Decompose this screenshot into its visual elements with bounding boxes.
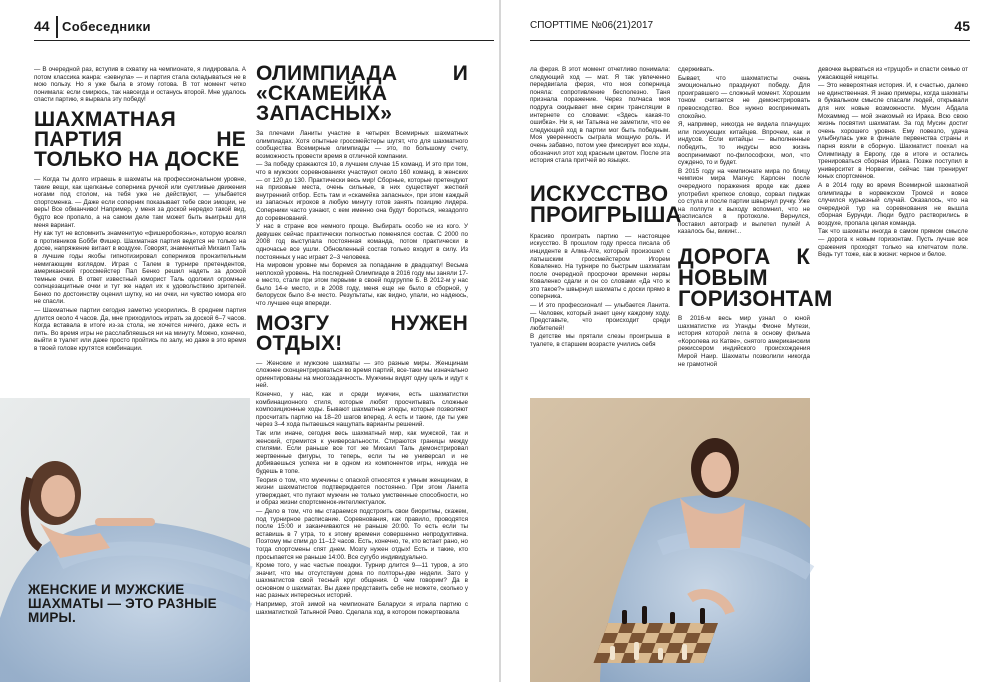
paragraph: — И это профессионал! — улыбается Ланита. — Человек, который знает цену каждому ходу. Представьте, что происходит среди любителей!	[530, 302, 670, 332]
paragraph: Конечно, у нас, как и среди мужчин, есть шахматистки комбинационного стиля, которые любят просчитывать сложные композиционные ходы. Бывают шахматные этюды, которые позволяют просчитать партию на 18–20 шагов вперед. А есть и такие, где ты уже через 3–4 хода пытаешься нащупать варианты решений.	[256, 391, 468, 429]
paragraph: — Когда ты долго играешь в шахматы на профессиональном уровне, такие вещи, как щелканье соперника ручкой или суетливые движения ногами под столом, на тебя уже не действуют, — улыбается спортсменка. — Даже если соперник показывает тебе свои эмоции, не верь! Все обманчиво! Например, у меня за доской нередко такой вид, будто все пропало, а на самом деле там может быть выигрыш для меня вариант.	[34, 175, 246, 229]
paragraph: Кроме того, у нас частые поездки. Турнир длится 9—11 туров, а это значит, что мы отсутствуем дома по полторы-две недели. Зато у шахматистов свой тесный круг общения. О чем говорим? Да в основном о шахматах. Вы даже представить себе не можете, сколько у нас разных интересных историй.	[256, 562, 468, 600]
article-heading: ИСКУССТВО ПРОИГРЫША	[530, 180, 682, 227]
paragraph: На мировом уровне мы боремся за попадание в двадцатку! Весьма неплохой уровень. На последней Олимпиаде в 2016 году мы заняли 17-е место, стали при этом первыми в своей подгруппе Б. В 2012-м у нас было 14-е место, и в 2008 году, меня еще не было в сборной, у белорусок было 8-е место. Результаты, как видно, упали, но надеюсь, что лучшее еще впереди.	[256, 262, 468, 308]
paragraph: Так или иначе, сегодня весь шахматный мир, как мужской, так и женский, стремится к универсальности. Стираются границы между стилями. Если раньше все тот же Михаил Таль демонстрировал жертвенные фигуры, то теперь, если ты не универсал и не добиваешься успеха ни в одном из компонентов игры, никуда не будешь в топе.	[256, 430, 468, 475]
right-column-3	[818, 66, 968, 672]
paragraph: — Это невероятная история. И, к счастью, далеко не единственная. Я знаю примеры, когда шахматы в буквальном смысле спасали людей, открывали для них новые возможности. Мусин Абдала Мохаммед — мой знакомый из Ирака. Всю свою жизнь посвятил шахматам. За год Мусин достиг очень хорошего уровня. Ему повезло, удача улыбнулась уже в финале первенства страны и парня взяли в сборную. Шахматист поехал на Олимпиаду в Европу, где в итоге и остались тренироваться сборная Ирака. Позже поступил в университет в Норвегии, сейчас там тренирует юных спортсменов.	[818, 82, 968, 181]
article-heading: МОЗГУ НУЖЕН ОТДЫХ!	[256, 311, 468, 355]
header-divider	[56, 16, 58, 38]
woman-portrait-photo	[0, 398, 250, 682]
left-page-header	[34, 16, 494, 41]
paragraph: — За победу сражаются 10, в лучшем случае 15 команд. И это при том, что в мужских соревнованиях участвуют около 160 команд, в женских — от 120 до 130. Практически весь мир! Сборные, которые претендуют на призовые места, очень сильные, в них существует жесткий внутренний отбор. Есть там и «скамейка запасных», при этом каждый из запасных игроков в любую минуту готов занять позицию лидера. Соперники часто узнают, с кем именно она будут бороться, незадолго до соревнований.	[256, 161, 468, 222]
paragraph: — Шахматные партии сегодня заметно ускорились. В среднем партия длится около 4 часов. Да, мне приходилось играть за доской 6–7 часов. Когда вставала в итоге из-за стола, не хочется ничего, даже есть и пить. Во время игры не расслабляешься ни на минуту. Можно, конечно, выйти в туалет или даже просто пройтись по залу, но даже в это время в твоей голове крутятся комбинации.	[34, 307, 246, 353]
left-page	[0, 0, 500, 682]
paragraph: девочке вырваться из «трущоб» и спасти семью от ужасающей нищеты.	[818, 66, 968, 81]
paragraph: Теория о том, что мужчины с опаской относятся к умным женщинам, в жизни шахматистов подтверждается постоянно. При этом Ланита утверждает, что пугают мужчин не только умственные способности, но и образ жизни спортсменок-интеллектуалок.	[256, 476, 468, 507]
article-heading: ОЛИМПИАДА И «СКАМЕЙКА ЗАПАСНЫХ»	[256, 62, 468, 125]
article-heading: ДОРОГА К НОВЫМ ГОРИЗОНТАМ	[678, 244, 833, 312]
paragraph: Я, например, никогда не видела плачущих или психующих китайцев. Впрочем, как и индусов. Если китайцы — выполненные победить, то индусы всю жизнь воспринимают по-философски, мол, что суждено, то и будет.	[678, 121, 810, 167]
paragraph: В 2015 году на чемпионате мира по блицу чемпион мира Магнус Карлсен после очередного поражения вроде как даже употребил крепкое словцо, сорвал пиджак со стула и после партии швырнул ручку. Уже на полпути к выходу вспомнил, что не расписался в протоколе. Вернулся, поставил автограф и вылетел пулей! А казалось бы, викинг...	[678, 167, 810, 236]
left-column-2	[256, 62, 468, 682]
paragraph: — Женские и мужские шахматы — это разные миры. Женщинам сложнее сконцентрироваться во время партий, все-таки мы изначально ориентированы на многозадачность. Мужчины видят одну цель и идут к ней.	[256, 359, 468, 390]
paragraph: — Дело в том, что мы стараемся подстроить свои биоритмы, скажем, под турнирное расписание. Соревнования, как правило, проводятся после 15:00 и заканчиваются не раньше 20:00. То есть если ты вставишь в 7 утра, то к этому времени совершенно непродуктивна. Поэтому мы спим до 11–12 часов. Есть, конечно, те, кто встает рано, но тогда спортсмены спят днем. Мозгу нужен отдых! Есть и такие, кто просыпается не раньше 14:00. Все сугубо индивидуально.	[256, 507, 468, 561]
page-number: 45	[954, 18, 970, 34]
paragraph: За плечами Ланиты участие в четырех Всемирных шахматных олимпиадах. Хотя опытные гроссмейстеры шутят, что для шахматного сообщества Всемирные олимпиады — это, по большому счету, возможность провести время в отличной компании.	[256, 130, 468, 160]
right-page	[500, 0, 1000, 682]
right-column-2	[678, 66, 833, 396]
paragraph: А в 2014 году во время Всемирной шахматной олимпиады в норвежском Тромсё и вовсе случился курьезный случай. Оказалось, что на очередной тур на соревнования не вышла сборная Бурунди. Люди будто растворились в воздухе, пропала целая команда.	[818, 181, 968, 227]
magazine-issue: СПОРТТІМЕ №06(21)2017	[530, 20, 654, 31]
article-heading: ШАХМАТНАЯ ПАРТИЯ НЕ ТОЛЬКО НА ДОСКЕ	[34, 107, 246, 171]
pull-quote: ЖЕНСКИЕ И МУЖСКИЕ ШАХМАТЫ — ЭТО РАЗНЫЕ МИРЫ.	[28, 582, 217, 625]
chess-board-photo	[530, 398, 810, 682]
paragraph: В детстве мы прятали слезы проигрыша в туалете, в старшем возрасте учились себя	[530, 333, 670, 349]
paragraph: Бывает, что шахматисты очень эмоционально празднуют победу. Для проигравшего — сложный момент. Хорошим тоном считается не демонстрировать превосходство. Все нужно воспринимать спокойно.	[678, 74, 810, 120]
page-number: 44	[34, 18, 50, 34]
right-column-1	[530, 66, 682, 396]
paragraph: ла ферзя. В этот момент отчетливо понимала: следующий ход — мат. Я так увлеченно передвигала ферзя, что моя соперница поняла: сопротивление бесполезно. Таня признала поражение. Через полчаса моя подруга скидывает мне скрин трансляции в интернете со словами: «Здесь какая-то ошибка». Ни я, ни Татьяна не заметили, что ее следующий ход в партии мог быть победным. Моя уверенность сыграла мощную роль. И очень забавно, потом уже фиксирует все ходы, обозначил этот ход красным цветом. После эта история стала притчей во языцех.	[530, 66, 670, 165]
section-title: Собеседники	[62, 19, 151, 34]
paragraph: Красиво проиграть партию — настоящее искусство. В прошлом году пресса писала об инциденте в Алма-Ате, который произошел с латышским гроссмейстером Игорем Коваленко. На турнире по быстрым шахматам после очередной просрочки времени нервы Коваленко сдали и он со словами «Да что ж это такое?» швырнул шахматы с доски прямо в соперника.	[530, 232, 670, 301]
paragraph: — В очередной раз, вступив в схватку на чемпионате, я лидировала. А потом классика жанра: «зевнула» — и партия стала складываться не в мою пользу. Но я уже была в этому готова. В тот момент четко понимала: если смирюсь, так навсегда и останусь второй. Мне удалось спасти партию, я вырвала эту победу!	[34, 66, 246, 104]
paragraph: Ну как тут не вспомнить знаменитую «фишеробоязнь», которую вселял в противников Бобби Фишер. Шахматная партия ведется не только на доске, напряжение витает в воздухе. Говорят, знаменитый Михаил Таль в лучшие годы якобы гипнотизировал соперников пронзительным немигающим взглядом. Играя с Талем в турнире претендентов, американский гроссмейстер Пал Бенко решил надеть за доской темные очки. В ответ известный юморист Таль одолжил огромные солнцезащитные очки и тут же надел их к удовольствию зрителей. Бенко по достоинству оценил шутку, но ни очки, ни чувство юмора его не спасли.	[34, 230, 246, 306]
paragraph: У нас в стране все немного проще. Выбирать особо не из кого. У девушек сейчас практически полностью поменялся состав. С 2000 по 2008 год выступала постоянная команда, потом практически в одночасье все ушли. Обновленный состав только входит в силу. Из постоянных у нас играет 2–3 человека.	[256, 223, 468, 261]
paragraph: Например, этой зимой на чемпионате Беларуси я играла партию с шахматисткой Татьяной Рево. Сделала ход, в котором пожертвовала	[256, 601, 468, 616]
paragraph: В 2016-м весь мир узнал о юной шахматистке из Уганды Фионе Мутези, история которой легла в основу фильма «Королева из Катве», снятого американским режиссером индийского происхождения Мирой Наир. Шахматы позволили никогда не грамотной	[678, 315, 810, 368]
paragraph: сдерживать.	[678, 66, 715, 73]
paragraph: Так что шахматы иногда в самом прямом смысле — дорога к новым горизонтам. Пусть лучше все сражения проходят только на клетчатом поле. Ведь тут тоже, как в жизни: черное и белое.	[818, 228, 968, 259]
right-page-header	[530, 16, 970, 41]
left-column-1	[34, 66, 246, 402]
